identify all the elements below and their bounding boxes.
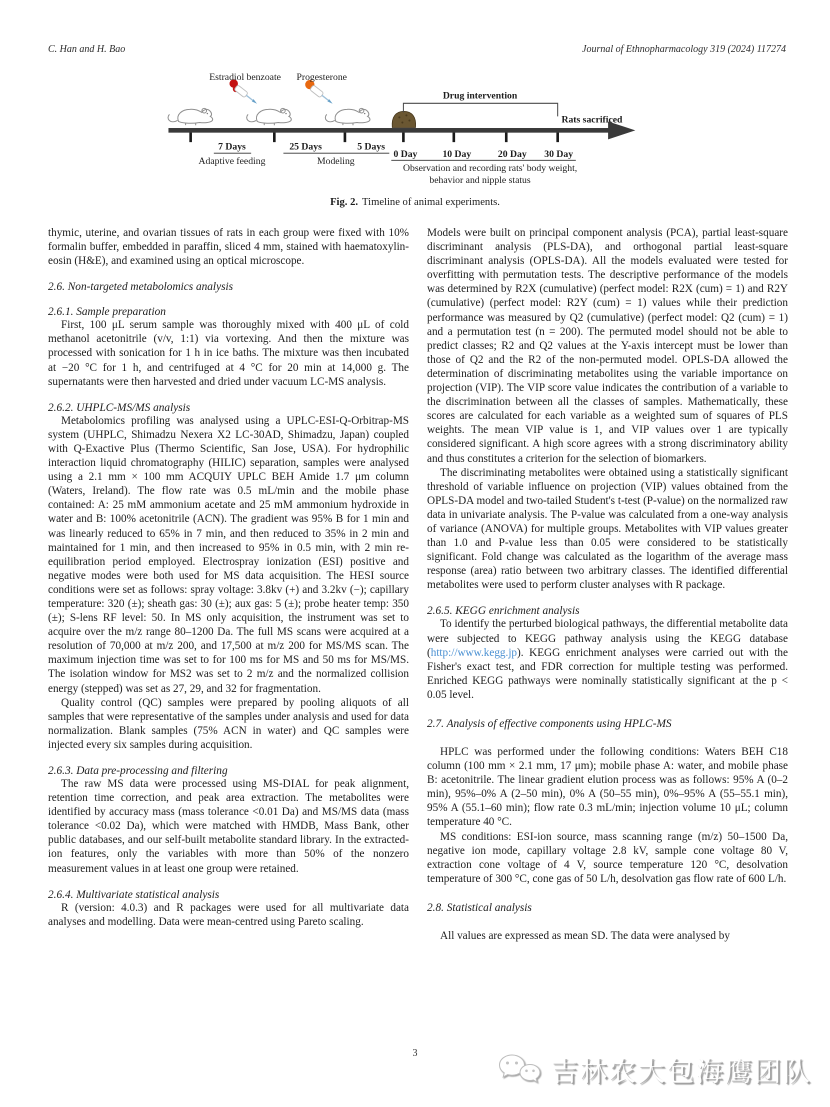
- label-progesterone: Progesterone: [295, 72, 347, 84]
- watermark-text: 吉林农大包海鹰团队: [551, 1057, 812, 1088]
- paragraph-multivariate: R (version: 4.0.3) and R packages were used for all multivariate data analyses and modelling. Data were mean-centred using Pareto scaling.: [48, 901, 409, 928]
- label-adaptive-feeding: Adaptive feeding: [198, 155, 265, 167]
- paragraph-ms-conditions: MS conditions: ESI-ion source, mass scanning range (m/z) 50–1500 Da, negative ion mode, capillary voltage 2.8 kV, sample cone voltage 80 V, extraction cone voltage of 4 V, source temperature 120 °C, desolvation temperature of 300 °C, cone gas of 50 L/h, desolvation gas flow rate of 600 L/h.: [427, 830, 788, 885]
- timeline-diagram: [143, 66, 688, 187]
- label-day0: 0 Day: [392, 148, 417, 160]
- page-number: 3: [412, 1048, 418, 1059]
- timeline-ticks: [189, 133, 559, 143]
- heading-2-6: 2.6. Non-targeted metabolomics analysis: [48, 281, 234, 294]
- right-column: [427, 226, 788, 943]
- label-day20: 20 Day: [497, 148, 527, 160]
- paragraph-sample-preparation: First, 100 μL serum sample was thoroughly mixed with 400 μL of cold methanol acetonitrile (v/v, 1:1) via vortexing. And then the mixture was processed with sonication for 1 h in ice baths. The mixture was then incubated at −20 °C for 1 h, and centrifuged at 4 °C for 20 min at 14,000 g. The supernatants were then harvested and dried under vacuum LC-MS analysis.: [48, 319, 409, 388]
- left-column: [48, 226, 409, 943]
- paragraph-hplc-conditions: HPLC was performed under the following conditions: Waters BEH C18 column (100 mm × 2.1 mm, 17 μm); mobile phase A: water, and mobile phase B: acetonitrile. The linear gradient elution process was as follows: 95% A (0–2 min), 95%–0% A (2–50 min), 0% A (50–55 min), 0%–95% A (55–55.1 min), 95% A (55.1–60 min); flow rate 0.3 mL/min; injection volume 10 μL; column temperature 40 °C.: [427, 746, 788, 829]
- label-estradiol: Estradiol benzoate: [208, 72, 281, 84]
- kegg-text-before: To identify the perturbed biological pathways, the differential metabolite data were subjected to KEGG pathway analysis using the KEGG database (: [427, 618, 788, 659]
- heading-2-6-1: 2.6.1. Sample preparation: [48, 306, 166, 319]
- rat-3: [325, 108, 370, 125]
- kegg-link[interactable]: http://www.kegg.jp: [430, 646, 518, 659]
- label-day30: 30 Day: [543, 148, 573, 160]
- paragraph-statistical: All values are expressed as mean SD. The data were analysed by: [440, 929, 730, 942]
- figure-caption-label: Fig. 2.: [330, 197, 359, 208]
- heading-2-6-3: 2.6.3. Data pre-processing and filtering: [48, 765, 228, 777]
- label-observation-1: Observation and recording rats' body weight,: [402, 162, 577, 174]
- figure-caption: [0, 197, 830, 208]
- header-journal: Journal of Ethnopharmacology 319 (2024) 117274: [582, 44, 786, 55]
- kegg-text-after: ). KEGG enrichment analyses were carried out with the Fisher's exact test, and FDR correction for multiple testing was performed. Enriched KEGG pathways were nominally statistically significant at the p < 0.05 level.: [427, 646, 788, 701]
- heading-2-7: 2.7. Analysis of effective components using HPLC-MS: [427, 718, 672, 730]
- label-drug-intervention: Drug intervention: [442, 90, 517, 102]
- drug-intervention-bracket: [403, 103, 557, 116]
- wechat-icon: [498, 1052, 542, 1088]
- paragraph-uhplc-analysis: Metabolomics profiling was analysed using a UPLC-ESI-Q-Orbitrap-MS system (UHPLC, Shimadzu Nexera X2 LC-30AD, Shimadzu, Japan) coupled with Q-Exactive Plus (Thermo Scientific, San Jose, USA). For hydrophilic interaction liquid chromatography (HILIC) separation, samples were analysed using a 2.1 mm × 100 mm ACQUIY UPLC BEH Amide 1.7 μm column (Waters, Ireland). The flow rate was 0.5 mL/min and the mobile phase contained: A: 25 mM ammonium acetate and 25 mM ammonium hydroxide in water and B: 100% acetonitrile (ACN). The gradient was 95% B for 1 min and was linearly reduced to 65% in 7 min, and then reduced to 35% in 2 min and maintained for 1 min, and then increased to 95% in 0.5 min, with 2 min re-equilibration period employed. Electrospray ionization (ESI) positive and negative modes were both used for MS data acquisition. The HESI source conditions were set as follows: spray voltage: 3.8kv (+) and 3.2kv (−); capillary temperature: 320 (±); sheath gas: 30 (±); aux gas: 5 (±); probe heater temp: 350 (±); S-lens RF level: 50. In MS only acquisition, the instrument was set to acquire over the m/z range 80–1200 Da. The full MS scans were acquired at a resolution of 70,000 at m/z 200, and 17,500 at m/z 200 for MS/MS scan. The maximum injection time was set to for 100 ms for MS and 50 ms for MS/MS. The isolation window for MS2 was set to 2 m/z and the normalized collision energy (stepped) was set as 27, 29, and 32 for fragmentation.: [48, 414, 409, 695]
- paragraph-kegg: [427, 617, 788, 702]
- label-modeling: Modeling: [316, 155, 355, 167]
- label-5-days: 5 Days: [356, 141, 385, 153]
- rat-1: [168, 108, 213, 125]
- figure-caption-text: Timeline of animal experiments.: [362, 197, 500, 208]
- heading-2-8: 2.8. Statistical analysis: [427, 901, 532, 914]
- label-rats-sacrificed: Rats sacrificed: [560, 114, 622, 126]
- mushroom-icon: [392, 111, 415, 127]
- body-columns: [48, 226, 788, 943]
- timeline-bar: [168, 128, 610, 133]
- header-authors: C. Han and H. Bao: [48, 44, 126, 55]
- watermark: [498, 1050, 812, 1089]
- paragraph-discriminating-metabolites: The discriminating metabolites were obtained using a statistically significant threshold of variable influence on projection (VIP) values obtained from the OPLS-DA model and two-tailed Student's t-test (P-value) on the normalized raw data in univariate analysis. The P-value was calculated from a one-way analysis of variance (ANOVA) for multiple groups. Metabolites with VIP values greater than 1.0 and P-value less than 0.05 were considered to be statistically significant. Fold change was calculated as the logarithm of the average mass response (area) ratio between two arbitrary classes. The identified differential metabolites were used to perform cluster analyses with R package.: [427, 466, 788, 592]
- running-header: [48, 44, 786, 55]
- heading-2-6-5: 2.6.5. KEGG enrichment analysis: [427, 605, 580, 618]
- paragraph-models: Models were built on principal component analysis (PCA), partial least-square discriminant analysis (PLS-DA), and orthogonal partial least-square discriminant analysis (OPLS-DA). All the models evaluated were tested for overfitting with permutation tests. The descriptive performance of the models was determined by R2X (cumulative) (perfect model: R2X (cum) = 1) and R2Y (cumulative) (perfect model: R2Y (cum) = 1) values while their prediction performance was measured by Q2 (cumulative) (perfect model: Q2 (cum) = 1) and a permutation test (n = 200). The permuted model should not be able to predict classes; R2 and Q2 values at the Y-axis intercept must be lower than those of Q2 and the R2 of the non-permuted model. OPLS-DA allowed the determination of discriminating metabolites using the variable importance on projection (VIP). The VIP score value indicates the contribution of a variable to the discrimination between all the classes of samples. Mathematically, these scores are calculated for each variable as a weighted sum of squares of PLS weights. The mean VIP value is 1, and VIP values over 1 are typically considered significant. A high score agrees with a strong discriminatory ability and thus constitutes a criterion for the selection of biomarkers.: [427, 227, 788, 465]
- label-25-days: 25 Days: [288, 141, 322, 153]
- heading-2-6-4: 2.6.4. Multivariate statistical analysis: [48, 888, 220, 901]
- figure-2: [0, 66, 830, 208]
- paragraph-quality-control: Quality control (QC) samples were prepared by pooling aliquots of all samples that were representative of the samples under analysis and used for data normalization. Blank samples (75% ACN in water) and QC samples were injected every six samples during acquisition.: [48, 696, 409, 751]
- heading-2-6-2: 2.6.2. UHPLC-MS/MS analysis: [48, 401, 191, 414]
- label-7-days: 7 Days: [217, 141, 246, 153]
- label-day10: 10 Day: [441, 148, 471, 160]
- label-observation-2: behavior and nipple status: [428, 174, 531, 186]
- rat-2: [246, 108, 291, 125]
- paragraph-histology-continued: thymic, uterine, and ovarian tissues of rats in each group were fixed with 10% formalin buffer, embedded in paraffin, sliced 4 mm, stained with haematoxylin-eosin (H&E), and examined using an optical microscope.: [48, 227, 409, 268]
- paragraph-preprocessing: The raw MS data were processed using MS-DIAL for peak alignment, retention time correction, and peak area extraction. The metabolites were identified by accuracy mass (mass tolerance <0.01 Da) and MS/MS data (mass tolerance <0.02 Da), which were matched with HMDB, Mass Bank, other public databases, and our self-built metabolite standard library. In the extracted-ion features, only the variables with more than 50% of the nonzero measurement values in at least one group were retained.: [48, 778, 409, 875]
